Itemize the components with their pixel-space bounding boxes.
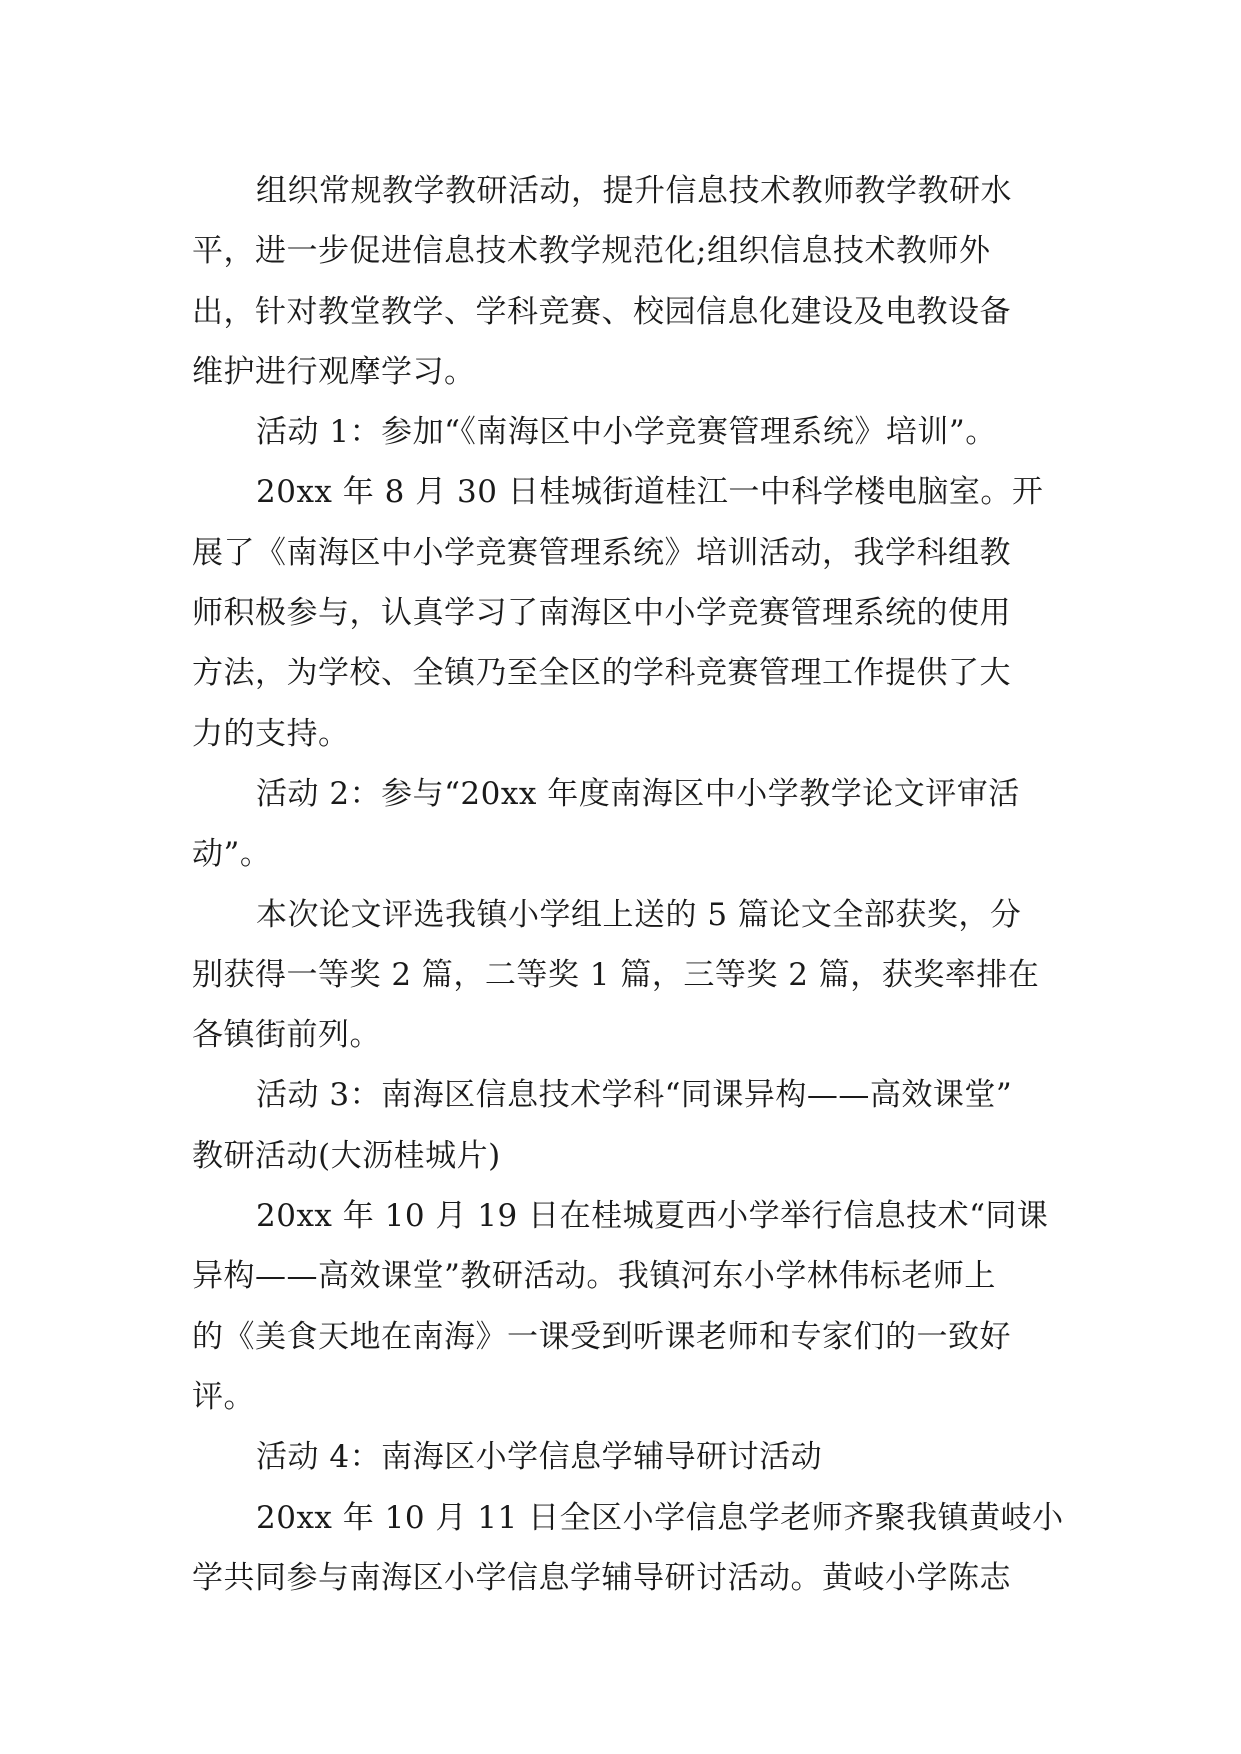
body-text: [192, 161, 1064, 1608]
text-line: 平，进一步促进信息技术教学规范化;组织信息技术教师外: [192, 233, 991, 270]
text-line: 维护进行观摩学习。: [192, 353, 476, 390]
text-line: 各镇街前列。: [192, 1017, 381, 1054]
text-line: 活动 3：南海区信息技术学科“同课异构——高效课堂”: [256, 1077, 1013, 1114]
text-line: 异构——高效课堂”教研活动。我镇河东小学林伟标老师上: [192, 1258, 996, 1295]
text-line: 别获得一等奖 2 篇，二等奖 1 篇，三等奖 2 篇，获奖率排在: [192, 956, 1040, 993]
text-line: 活动 4：南海区小学信息学辅导研讨活动: [256, 1439, 823, 1476]
text-line: 师积极参与，认真学习了南海区中小学竞赛管理系统的使用: [192, 595, 1011, 632]
text-line: 教研活动(大沥桂城片): [192, 1137, 501, 1174]
text-line: 出，针对教堂教学、学科竞赛、校园信息化建设及电教设备: [192, 293, 1011, 330]
text-line: 20xx 年 8 月 30 日桂城街道桂江一中科学楼电脑室。开: [256, 474, 1044, 511]
text-line: 动”。: [192, 836, 272, 873]
text-line: 力的支持。: [192, 715, 350, 752]
text-line: 组织常规教学教研活动，提升信息技术教师教学教研水: [256, 173, 1012, 209]
text-line: 20xx 年 10 月 11 日全区小学信息学老师齐聚我镇黄岐小: [256, 1499, 1064, 1536]
text-line: 本次论文评选我镇小学组上送的 5 篇论文全部获奖，分: [256, 896, 1022, 933]
text-line: 展了《南海区中小学竞赛管理系统》培训活动，我学科组教: [192, 534, 1011, 571]
text-line: 评。: [192, 1378, 255, 1415]
text-line: 方法，为学校、全镇乃至全区的学科竞赛管理工作提供了大: [192, 655, 1011, 692]
text-line: 活动 2：参与“20xx 年度南海区中小学教学论文评审活: [256, 775, 1020, 812]
text-line: 20xx 年 10 月 19 日在桂城夏西小学举行信息技术“同课: [256, 1198, 1049, 1235]
text-line: 学共同参与南海区小学信息学辅导研讨活动。黄岐小学陈志: [192, 1559, 1011, 1596]
text-line: 的《美食天地在南海》一课受到听课老师和专家们的一致好: [192, 1318, 1011, 1355]
text-line: 活动 1：参加“《南海区中小学竞赛管理系统》培训”。: [256, 414, 997, 451]
